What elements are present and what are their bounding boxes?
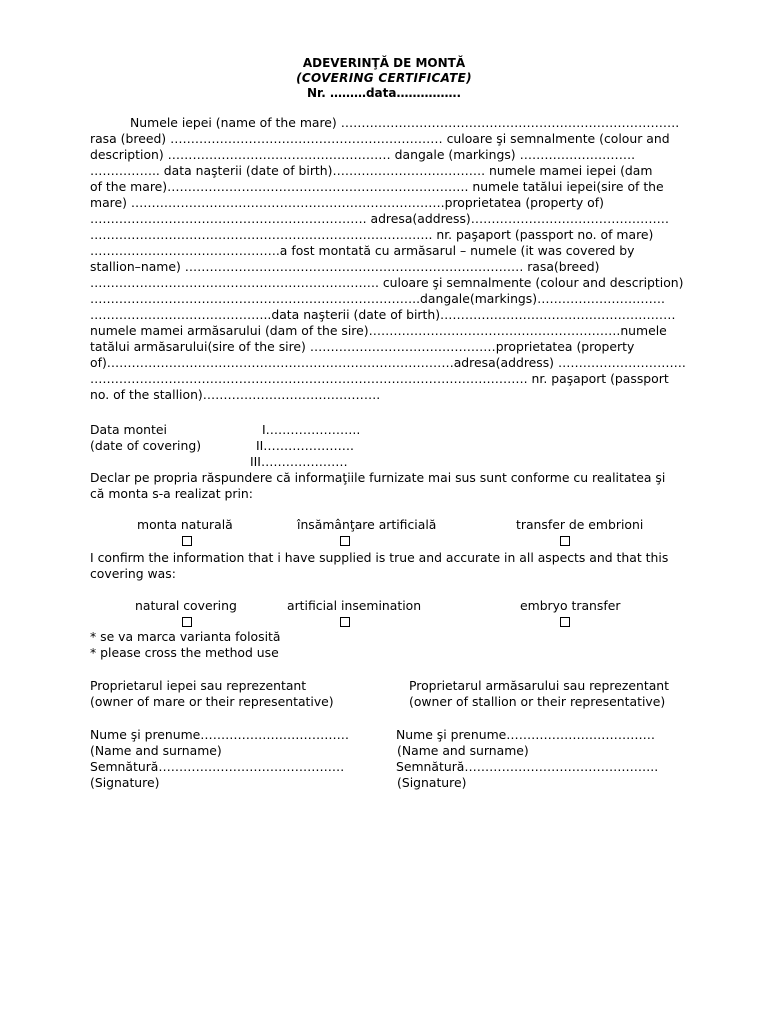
mare-owner-name-label-en: (Name and surname) [90, 743, 222, 758]
body-line: ……………………………………..data naşterii (date of birth)………………………………………………… [90, 307, 676, 322]
stallion-owner-signature-field[interactable]: Semnătură……………………………………….. [396, 759, 659, 774]
declaration-ro-line: că monta s-a realizat prin: [90, 486, 253, 501]
method-ai-ro-label: însămânţare artificială [297, 517, 437, 532]
body-line: …………………………………………………………. adresa(address)………………………………………… [90, 211, 670, 226]
method-natural-en-label: natural covering [135, 598, 237, 613]
method-natural-ro-label: monta naturală [137, 517, 233, 532]
body-line: ……………………………………………………………………..dangale(markings)…………………………. [90, 291, 665, 306]
method-embryo-ro-label: transfer de embrioni [516, 517, 644, 532]
stallion-owner-signature-label-en: (Signature) [397, 775, 467, 790]
certificate-subtitle: (COVERING CERTIFICATE) [296, 71, 472, 85]
mare-owner-signature-label-en: (Signature) [90, 775, 160, 790]
stallion-owner-title-en: (owner of stallion or their representative) [409, 694, 666, 709]
method-natural-en-checkbox[interactable] [182, 617, 192, 627]
stallion-owner-title-ro: Proprietarul armăsarului sau reprezentant [409, 678, 670, 693]
note-ro: * se va marca varianta folosită [90, 629, 281, 644]
method-natural-ro-checkbox[interactable] [182, 536, 192, 546]
body-line: ……………………………………………………………………….. nr. paşaport (passport no. of mare) [90, 227, 654, 242]
mare-owner-title-en: (owner of mare or their representative) [90, 694, 334, 709]
body-line: ……………………………………………………………………………………………. nr. paşaport (passport [90, 371, 669, 386]
body-line: rasa (breed) ………………………………………………………… culoare şi semnalmente (colour and [90, 131, 670, 146]
mare-owner-name-field[interactable]: Nume şi prenume……………………………… [90, 727, 349, 742]
body-line: numele mamei armăsarului (dam of the sire)…………………………………………………….numele [90, 323, 667, 338]
method-ai-en-label: artificial insemination [287, 598, 422, 613]
method-embryo-en-checkbox[interactable] [560, 617, 570, 627]
covering-date-field-3[interactable]: III………………… [250, 454, 348, 469]
method-embryo-en-label: embryo transfer [520, 598, 621, 613]
method-embryo-ro-checkbox[interactable] [560, 536, 570, 546]
declaration-en-line: I confirm the information that i have supplied is true and accurate in all aspects and that this [90, 550, 669, 565]
covering-date-label-en: (date of covering) [90, 438, 202, 453]
body-line: stallion–name) ………………………………………………………………………. rasa(breed) [90, 259, 600, 274]
body-line: description) ……………………………………………… dangale (markings) ………………………. [90, 147, 636, 162]
method-ai-en-checkbox[interactable] [340, 617, 350, 627]
certificate-number-line: Nr. ………data……………. [306, 86, 462, 100]
certificate-title: ADEVERINŢĂ DE MONTĂ [302, 56, 466, 70]
stallion-owner-name-label-en: (Name and surname) [397, 743, 529, 758]
body-line: mare) ………………………………………………………………….proprietatea (property of) [90, 195, 604, 210]
covering-date-label-ro: Data montei [90, 422, 167, 437]
body-line: ……………………………………….a fost montată cu armăsarul – numele (it was covered by [90, 243, 635, 258]
body-line: of the mare)………………………………………………………………. numele tatălui iepei(sire of the [90, 179, 664, 194]
mare-owner-signature-field[interactable]: Semnătură……………………………………… [90, 759, 345, 774]
covering-date-field-1[interactable]: I………………….. [262, 422, 361, 437]
note-en: * please cross the method use [90, 645, 279, 660]
covering-date-field-2[interactable]: II…………………. [256, 438, 354, 453]
method-ai-ro-checkbox[interactable] [340, 536, 350, 546]
body-line: tatălui armăsarului(sire of the sire) ………………………………………proprietatea (property [90, 339, 635, 354]
body-line: no. of the stallion)……………………………………. [90, 387, 381, 402]
body-line: …………….. data naşterii (date of birth)………………………………. numele mamei iepei (dam [90, 163, 653, 178]
mare-owner-title-ro: Proprietarul iepei sau reprezentant [90, 678, 307, 693]
stallion-owner-name-field[interactable]: Nume şi prenume……………………………… [396, 727, 655, 742]
body-line: Numele iepei (name of the mare) ………………………………………………………………………. [130, 115, 680, 130]
declaration-ro-line: Declar pe propria răspundere că informaţiile furnizate mai sus sunt conforme cu realitatea şi [90, 470, 666, 485]
body-line: of)…………………………………………………………………………adresa(address) …………………………. [90, 355, 686, 370]
declaration-en-line: covering was: [90, 566, 176, 581]
body-line: ……………………………………………………………. culoare şi semnalmente (colour and description) [90, 275, 684, 290]
